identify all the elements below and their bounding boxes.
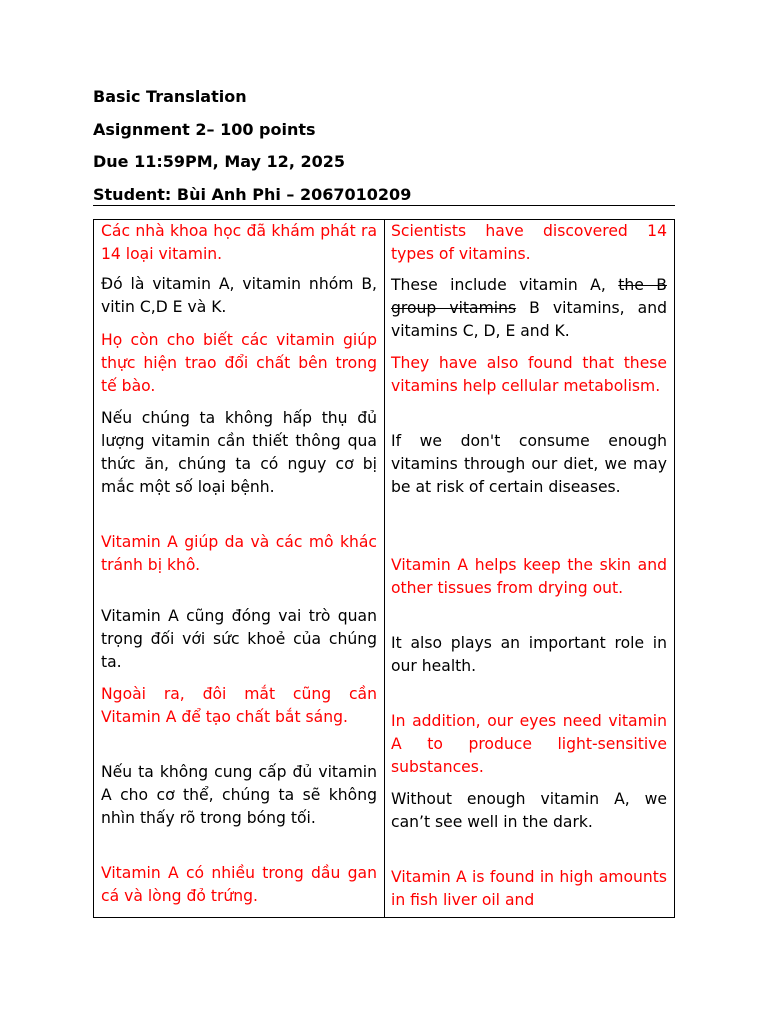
source-sentence: Vitamin A giúp da và các mô khác tránh bị khô.: [101, 533, 377, 574]
source-sentence: Nếu ta không cung cấp đủ vitamin A cho cơ thể, chúng ta sẽ không nhìn thấy rõ trong bóng tối.: [101, 763, 377, 827]
translation-sentence-edited: [391, 274, 667, 343]
translation-sentence: They have also found that these vitamins help cellular metabolism.: [391, 354, 667, 395]
deleted-text: the B group vitamins: [391, 276, 667, 317]
translation-sentence: Vitamin A helps keep the skin and other tissues from drying out.: [391, 556, 667, 597]
source-sentence: Vitamin A cũng đóng vai trò quan trọng đối với sức khoẻ của chúng ta.: [101, 607, 377, 671]
source-sentence: Đó là vitamin A, vitamin nhóm B, vitin C,D E và K.: [101, 275, 377, 316]
assignment-title: Asignment 2– 100 points: [93, 119, 316, 139]
translation-table: [93, 219, 675, 918]
student-info: Student: Bùi Anh Phi – 2067010209: [93, 184, 412, 204]
header-divider: [93, 205, 675, 206]
source-sentence: Nếu chúng ta không hấp thụ đủ lượng vitamin cần thiết thông qua thức ăn, chúng ta có nguy cơ bị mắc một số loại bệnh.: [101, 409, 377, 496]
translation-sentence: In addition, our eyes need vitamin A to produce light-sensitive substances.: [391, 712, 667, 776]
source-sentence: Các nhà khoa học đã khám phát ra 14 loại vitamin.: [101, 222, 377, 263]
source-sentence: Họ còn cho biết các vitamin giúp thực hiện trao đổi chất bên trong tế bào.: [101, 331, 377, 395]
translation-text: B vitamins, and vitamins C, D, E and K.: [391, 299, 668, 340]
source-sentence: Ngoài ra, đôi mắt cũng cần Vitamin A để tạo chất bắt sáng.: [101, 685, 377, 726]
document-header: [93, 86, 675, 216]
course-title: Basic Translation: [93, 87, 247, 106]
translation-sentence: It also plays an important role in our health.: [391, 634, 667, 675]
translation-sentence: Scientists have discovered 14 types of vitamins.: [391, 222, 667, 263]
source-sentence: Vitamin A có nhiều trong dầu gan cá và lòng đỏ trứng.: [101, 864, 377, 905]
translation-sentence: If we don't consume enough vitamins through our diet, we may be at risk of certain diseases.: [391, 432, 667, 496]
translation-sentence: Vitamin A is found in high amounts in fish liver oil and: [391, 868, 667, 909]
translation-sentence: Without enough vitamin A, we can’t see well in the dark.: [391, 790, 667, 831]
due-date: Due 11:59PM, May 12, 2025: [93, 152, 345, 171]
column-divider: [384, 220, 385, 917]
translation-text: These include vitamin A,: [391, 276, 619, 294]
